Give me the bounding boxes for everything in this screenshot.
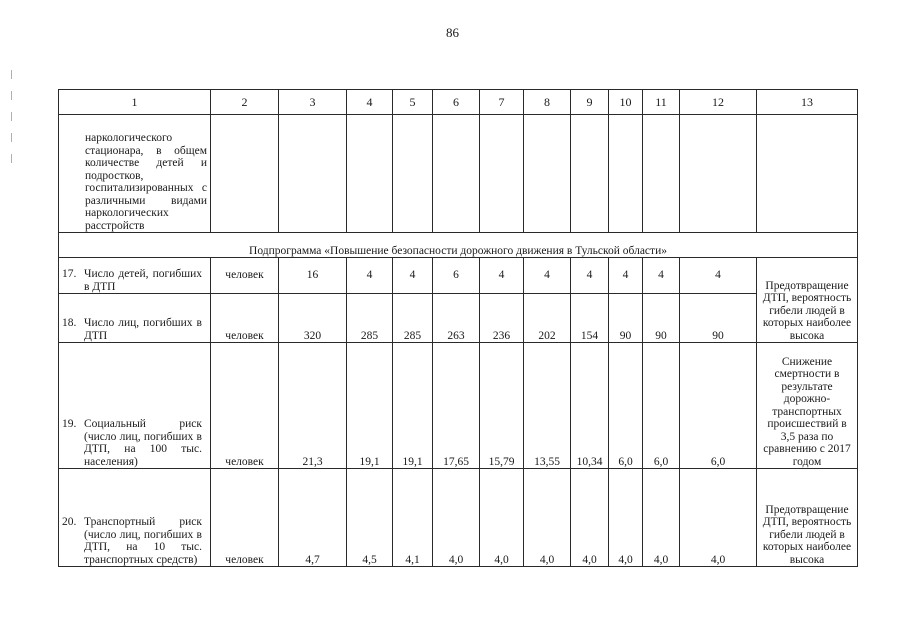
row-value: 4 (393, 258, 433, 294)
row-value: 4,0 (480, 469, 524, 567)
page-number: 86 (446, 25, 459, 40)
row-value: 4 (609, 258, 643, 294)
row-value: 202 (524, 294, 571, 343)
row-value: 4,0 (609, 469, 643, 567)
row-value: 21,3 (279, 343, 347, 469)
table-row (59, 469, 858, 567)
row-value: 19,1 (347, 343, 393, 469)
row-value: 17,65 (433, 343, 480, 469)
row-value: 4,0 (433, 469, 480, 567)
row-value: 4,0 (643, 469, 680, 567)
header-cell: 8 (524, 90, 571, 115)
subprogram-title: Подпрограмма «Повышение безопасности дорожного движения в Тульской области» (59, 233, 858, 258)
row-value: 4,1 (393, 469, 433, 567)
continuation-row (59, 115, 858, 233)
header-cell: 12 (680, 90, 757, 115)
row-value: 4,0 (571, 469, 609, 567)
row-indicator: Социальный риск (число лиц, погибших в ДТП, на 100 тыс. населения) (84, 418, 202, 468)
header-cell: 9 (571, 90, 609, 115)
row-result: Снижение смертности в результате дорожно-транспортных происшествий в 3,5 раза по сравнению с 2017 годом (757, 343, 858, 469)
row-value: 4 (680, 258, 757, 294)
header-cell: 2 (211, 90, 279, 115)
header-cell: 4 (347, 90, 393, 115)
row-value: 4,5 (347, 469, 393, 567)
row-value: 6,0 (680, 343, 757, 469)
row-value: 10,34 (571, 343, 609, 469)
header-cell: 5 (393, 90, 433, 115)
row-value: 16 (279, 258, 347, 294)
row-unit: человек (211, 469, 279, 567)
row-value: 4,7 (279, 469, 347, 567)
row-indicator: Число детей, погибших в ДТП (84, 268, 202, 293)
margin-marks (11, 70, 13, 180)
row-value: 90 (609, 294, 643, 343)
header-cell: 11 (643, 90, 680, 115)
row-unit: человек (211, 294, 279, 343)
row-value: 320 (279, 294, 347, 343)
row-value: 6 (433, 258, 480, 294)
row-result: Предотвращение ДТП, вероятность гибели людей в которых наиболее высока (757, 469, 858, 567)
row-value: 13,55 (524, 343, 571, 469)
row-value: 285 (393, 294, 433, 343)
row-value: 4 (480, 258, 524, 294)
row-number: 17. (62, 268, 77, 280)
row-unit: человек (211, 258, 279, 294)
row-value: 4,0 (680, 469, 757, 567)
header-row (59, 90, 858, 115)
row-value: 6,0 (643, 343, 680, 469)
row-value: 4 (643, 258, 680, 294)
continuation-text: наркологического стационара, в общем количестве детей и подростков, госпитализированных с различными видами наркологических расстройств (85, 132, 207, 232)
row-unit: человек (211, 343, 279, 469)
header-cell: 13 (757, 90, 858, 115)
row-value: 19,1 (393, 343, 433, 469)
table-row (59, 258, 858, 294)
table-row (59, 294, 858, 343)
row-value: 285 (347, 294, 393, 343)
row-indicator: Транспортный риск (число лиц, погибших в ДТП, на 10 тыс. транспортных средств) (84, 516, 202, 566)
subprogram-row (59, 233, 858, 258)
row-value: 236 (480, 294, 524, 343)
table-row (59, 343, 858, 469)
row-value: 15,79 (480, 343, 524, 469)
row-value: 263 (433, 294, 480, 343)
row-value: 90 (680, 294, 757, 343)
row-number: 18. (62, 317, 77, 329)
row-indicator: Число лиц, погибших в ДТП (84, 317, 202, 342)
row-number: 20. (62, 516, 77, 528)
header-cell: 1 (59, 90, 211, 115)
header-cell: 10 (609, 90, 643, 115)
row-value: 4 (347, 258, 393, 294)
row-value: 4 (571, 258, 609, 294)
row-number: 19. (62, 418, 77, 430)
row-value: 4,0 (524, 469, 571, 567)
header-cell: 3 (279, 90, 347, 115)
header-cell: 7 (480, 90, 524, 115)
row-value: 90 (643, 294, 680, 343)
indicators-table (58, 89, 858, 567)
row-result: Предотвращение ДТП, вероятность гибели людей в которых наиболее высока (757, 258, 858, 343)
row-value: 4 (524, 258, 571, 294)
row-value: 6,0 (609, 343, 643, 469)
header-cell: 6 (433, 90, 480, 115)
row-value: 154 (571, 294, 609, 343)
